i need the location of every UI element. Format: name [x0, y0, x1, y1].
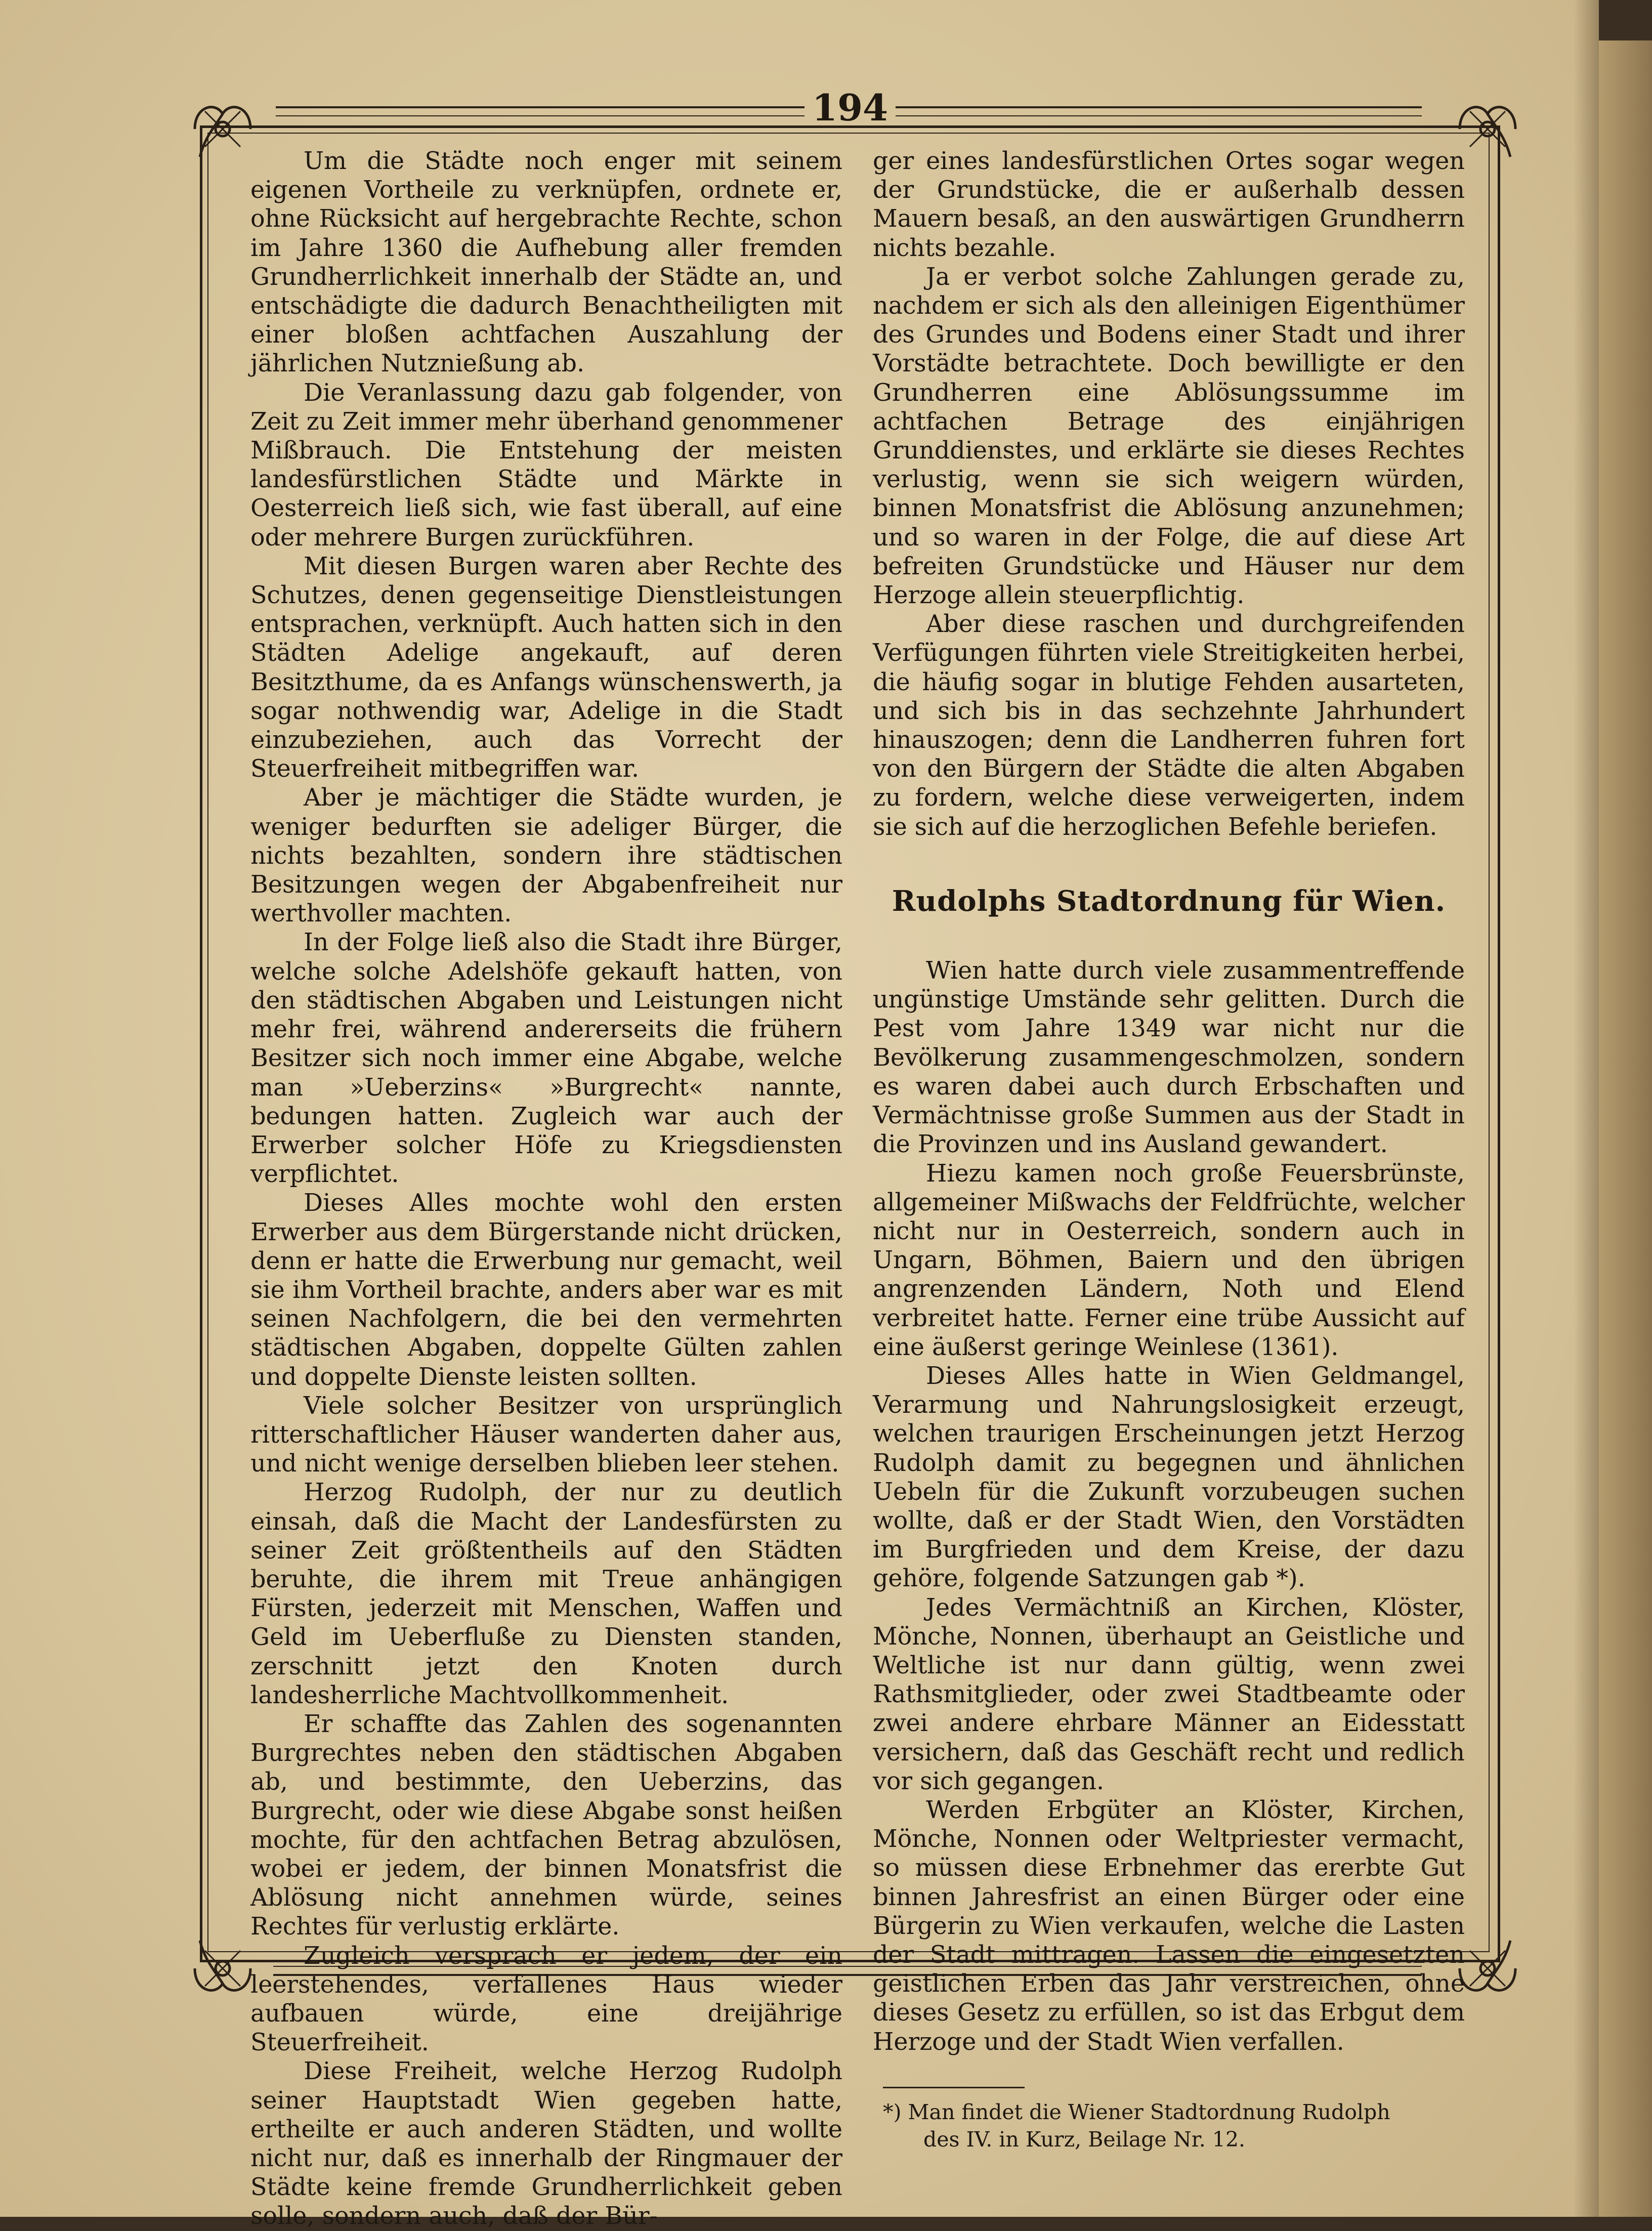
- page-number: 194: [812, 86, 888, 129]
- paragraph: In der Folge ließ also die Stadt ihre Bürger, welche solche Adelshöfe gekauft hatten, von den städtischen Abgaben und Leistungen nicht mehr frei, während andererseits die frühern Besitzer sich noch immer eine Abgabe, welche man »Ueberzins« »Burgrecht« nannte, bedungen hatten. Zugleich war auch der Erwerber solcher Höfe zu Kriegsdiensten verpflichtet.: [250, 929, 842, 1189]
- paragraph: Dieses Alles mochte wohl den ersten Erwerber aus dem Bürgerstande nicht drücken, denn er hatte die Erwerbung nur gemacht, weil sie ihm Vortheil brachte, anders aber war es mit seinen Nachfolgern, die bei den vermehrten städtischen Abgaben, doppelte Gülten zahlen und doppelte Dienste leisten sollten.: [250, 1189, 842, 1391]
- paragraph: Zugleich versprach er jedem, der ein leerstehendes, verfallenes Haus wieder aufbauen würde, eine dreijährige Steuerfreiheit.: [250, 1942, 842, 2057]
- spine-shadow: [1574, 0, 1599, 2217]
- paragraph: Die Veranlassung dazu gab folgender, von Zeit zu Zeit immer mehr überhand genommener Mißbrauch. Die Entstehung der meisten landesfürstlichen Städte und Märkte in Oesterreich ließ sich, wie fast überall, auf eine oder mehrere Burgen zurückführen.: [250, 378, 842, 552]
- right-column: [873, 147, 1465, 2153]
- paragraph: Werden Erbgüter an Klöster, Kirchen, Mönche, Nonnen oder Weltpriester vermacht, so müssen diese Erbnehmer das ererbte Gut binnen Jahresfrist an einen Bürger oder eine Bürgerin zu Wien verkaufen, welche die Lasten der Stadt mittragen. Lassen die eingesetzten geistlichen Erben das Jahr verstreichen, ohne dieses Gesetz zu erfüllen, so ist das Erbgut dem Herzoge und der Stadt Wien verfallen.: [873, 1796, 1465, 2056]
- paragraph: Aber diese raschen und durchgreifenden Verfügungen führten viele Streitigkeiten herbei, die häufig sogar in blutige Fehden ausarteten, und sich bis in das sechzehnte Jahrhundert hinauszogen; denn die Landherren fuhren fort von den Bürgern der Städte die alten Abgaben zu fordern, welche diese verweigerten, indem sie sich auf die herzoglichen Befehle beriefen.: [873, 610, 1465, 841]
- corner-ornament-top-left: [185, 91, 261, 167]
- paragraph: Mit diesen Burgen waren aber Rechte des Schutzes, denen gegenseitige Dienstleistungen entsprachen, verknüpft. Auch hatten sich in den Städten Adelige angekauft, auf deren Besitzthume, da es Anfangs wünschenswerth, ja sogar nothwendig war, Adelige in die Stadt einzubeziehen, auch das Vorrecht der Steuerfreiheit mitbegriffen war.: [250, 552, 842, 783]
- paragraph: Dieses Alles hatte in Wien Geldmangel, Verarmung und Nahrungslosigkeit erzeugt, welchen traurigen Erscheinungen jetzt Herzog Rudolph damit zu begegnen und ähnlichen Uebeln für die Zukunft vorzubeugen suchen wollte, daß er der Stadt Wien, den Vorstädten im Burgfrieden und dem Kreise, der dazu gehöre, folgende Satzungen gab *).: [873, 1362, 1465, 1593]
- corner-ornament-bottom-left: [185, 1930, 261, 2006]
- paragraph: Herzog Rudolph, der nur zu deutlich einsah, daß die Macht der Landesfürsten zu seiner Zeit größtentheils auf den Städten beruhte, die ihrem mit Treue anhängigen Fürsten, jederzeit mit Menschen, Waffen und Geld im Ueberfluße zu Diensten standen, zerschnitt jetzt den Knoten durch landesherrliche Machtvollkommenheit.: [250, 1479, 842, 1709]
- footnote-rule: [883, 2087, 1025, 2088]
- paragraph: Jedes Vermächtniß an Kirchen, Klöster, Mönche, Nonnen, überhaupt an Geistliche und Weltliche ist nur dann gültig, wenn zwei Rathsmitglieder, oder zwei Stadtbeamte oder zwei andere ehrbare Männer an Eidesstatt versichern, daß das Geschäft recht und redlich vor sich gegangen.: [873, 1593, 1465, 1795]
- paragraph: Er schaffte das Zahlen des sogenannten Burgrechtes neben den städtischen Abgaben ab, und bestimmte, den Ueberzins, das Burgrecht, oder wie diese Abgabe sonst heißen mochte, für den achtfachen Betrag abzulösen, wobei er jedem, der binnen Monatsfrist die Ablösung nicht annehmen würde, seines Rechtes für verlustig erklärte.: [250, 1710, 842, 1941]
- header-rule-left: [276, 106, 804, 116]
- paragraph: Aber je mächtiger die Städte wurden, je weniger bedurften sie adeliger Bürger, die nichts bezahlten, sondern ihre städtischen Besitzungen wegen der Abgabenfreiheit nur werthvoller machten.: [250, 784, 842, 928]
- footnote-line: *) Man findet die Wiener Stadtordnung Rudolph: [883, 2099, 1390, 2124]
- paragraph: Um die Städte noch enger mit seinem eigenen Vortheile zu verknüpfen, ordnete er, ohne Rücksicht auf hergebrachte Rechte, schon im Jahre 1360 die Aufhebung aller fremden Grundherrlichkeit innerhalb der Städte an, und entschädigte die dadurch Benachtheiligten mit einer bloßen achtfachen Auszahlung der jährlichen Nutznießung ab.: [250, 147, 842, 378]
- paragraph: Viele solcher Besitzer von ursprünglich ritterschaftlicher Häuser wanderten daher aus, und nicht wenige derselben blieben leer stehen.: [250, 1392, 842, 1478]
- footnote: [873, 2098, 1465, 2153]
- paragraph-continuation: ger eines landesfürstlichen Ortes sogar wegen der Grundstücke, die er außerhalb dessen Mauern besaß, an den auswärtigen Grundherrn nichts bezahle.: [873, 147, 1465, 262]
- left-column: [250, 147, 842, 2231]
- paragraph: Wien hatte durch viele zusammentreffende ungünstige Umstände sehr gelitten. Durch die Pest vom Jahre 1349 war nicht nur die Bevölkerung zusammengeschmolzen, sondern es waren dabei auch durch Erbschaften und Vermächtnisse große Summen aus der Stadt in die Provinzen und ins Ausland gewandert.: [873, 957, 1465, 1159]
- paragraph: Hiezu kamen noch große Feuersbrünste, allgemeiner Mißwachs der Feldfrüchte, welcher nicht nur in Oesterreich, sondern auch in Ungarn, Böhmen, Baiern und den übrigen angrenzenden Ländern, Noth und Elend verbreitet hatte. Ferner eine trübe Aussicht auf eine äußerst geringe Weinlese (1361).: [873, 1159, 1465, 1361]
- paragraph: Diese Freiheit, welche Herzog Rudolph seiner Hauptstadt Wien gegeben hatte, ertheilte er auch anderen Städten, und wollte nicht nur, daß es innerhalb der Ringmauer der Städte keine fremde Grundherrlichkeit geben solle, sondern auch, daß der Bür-: [250, 2057, 842, 2230]
- paragraph: Ja er verbot solche Zahlungen gerade zu, nachdem er sich als den alleinigen Eigenthümer des Grundes und Bodens einer Stadt und ihrer Vorstädte betrachtete. Doch bewilligte er den Grundherren eine Ablösungssumme im achtfachen Betrage des einjährigen Grunddienstes, und erklärte sie dieses Rechtes verlustig, wenn sie sich weigern würden, binnen Monatsfrist die Ablösung anzunehmen; und so waren in der Folge, die auf diese Art befreiten Grundstücke und Häuser nur dem Herzoge allein steuerpflichtig.: [873, 263, 1465, 610]
- header-rule-right: [896, 106, 1422, 116]
- section-heading: Rudolphs Stadtordnung für Wien.: [892, 884, 1446, 918]
- footnote-line: des IV. in Kurz, Beilage Nr. 12.: [923, 2127, 1246, 2152]
- next-page-edge: [1599, 40, 1652, 2217]
